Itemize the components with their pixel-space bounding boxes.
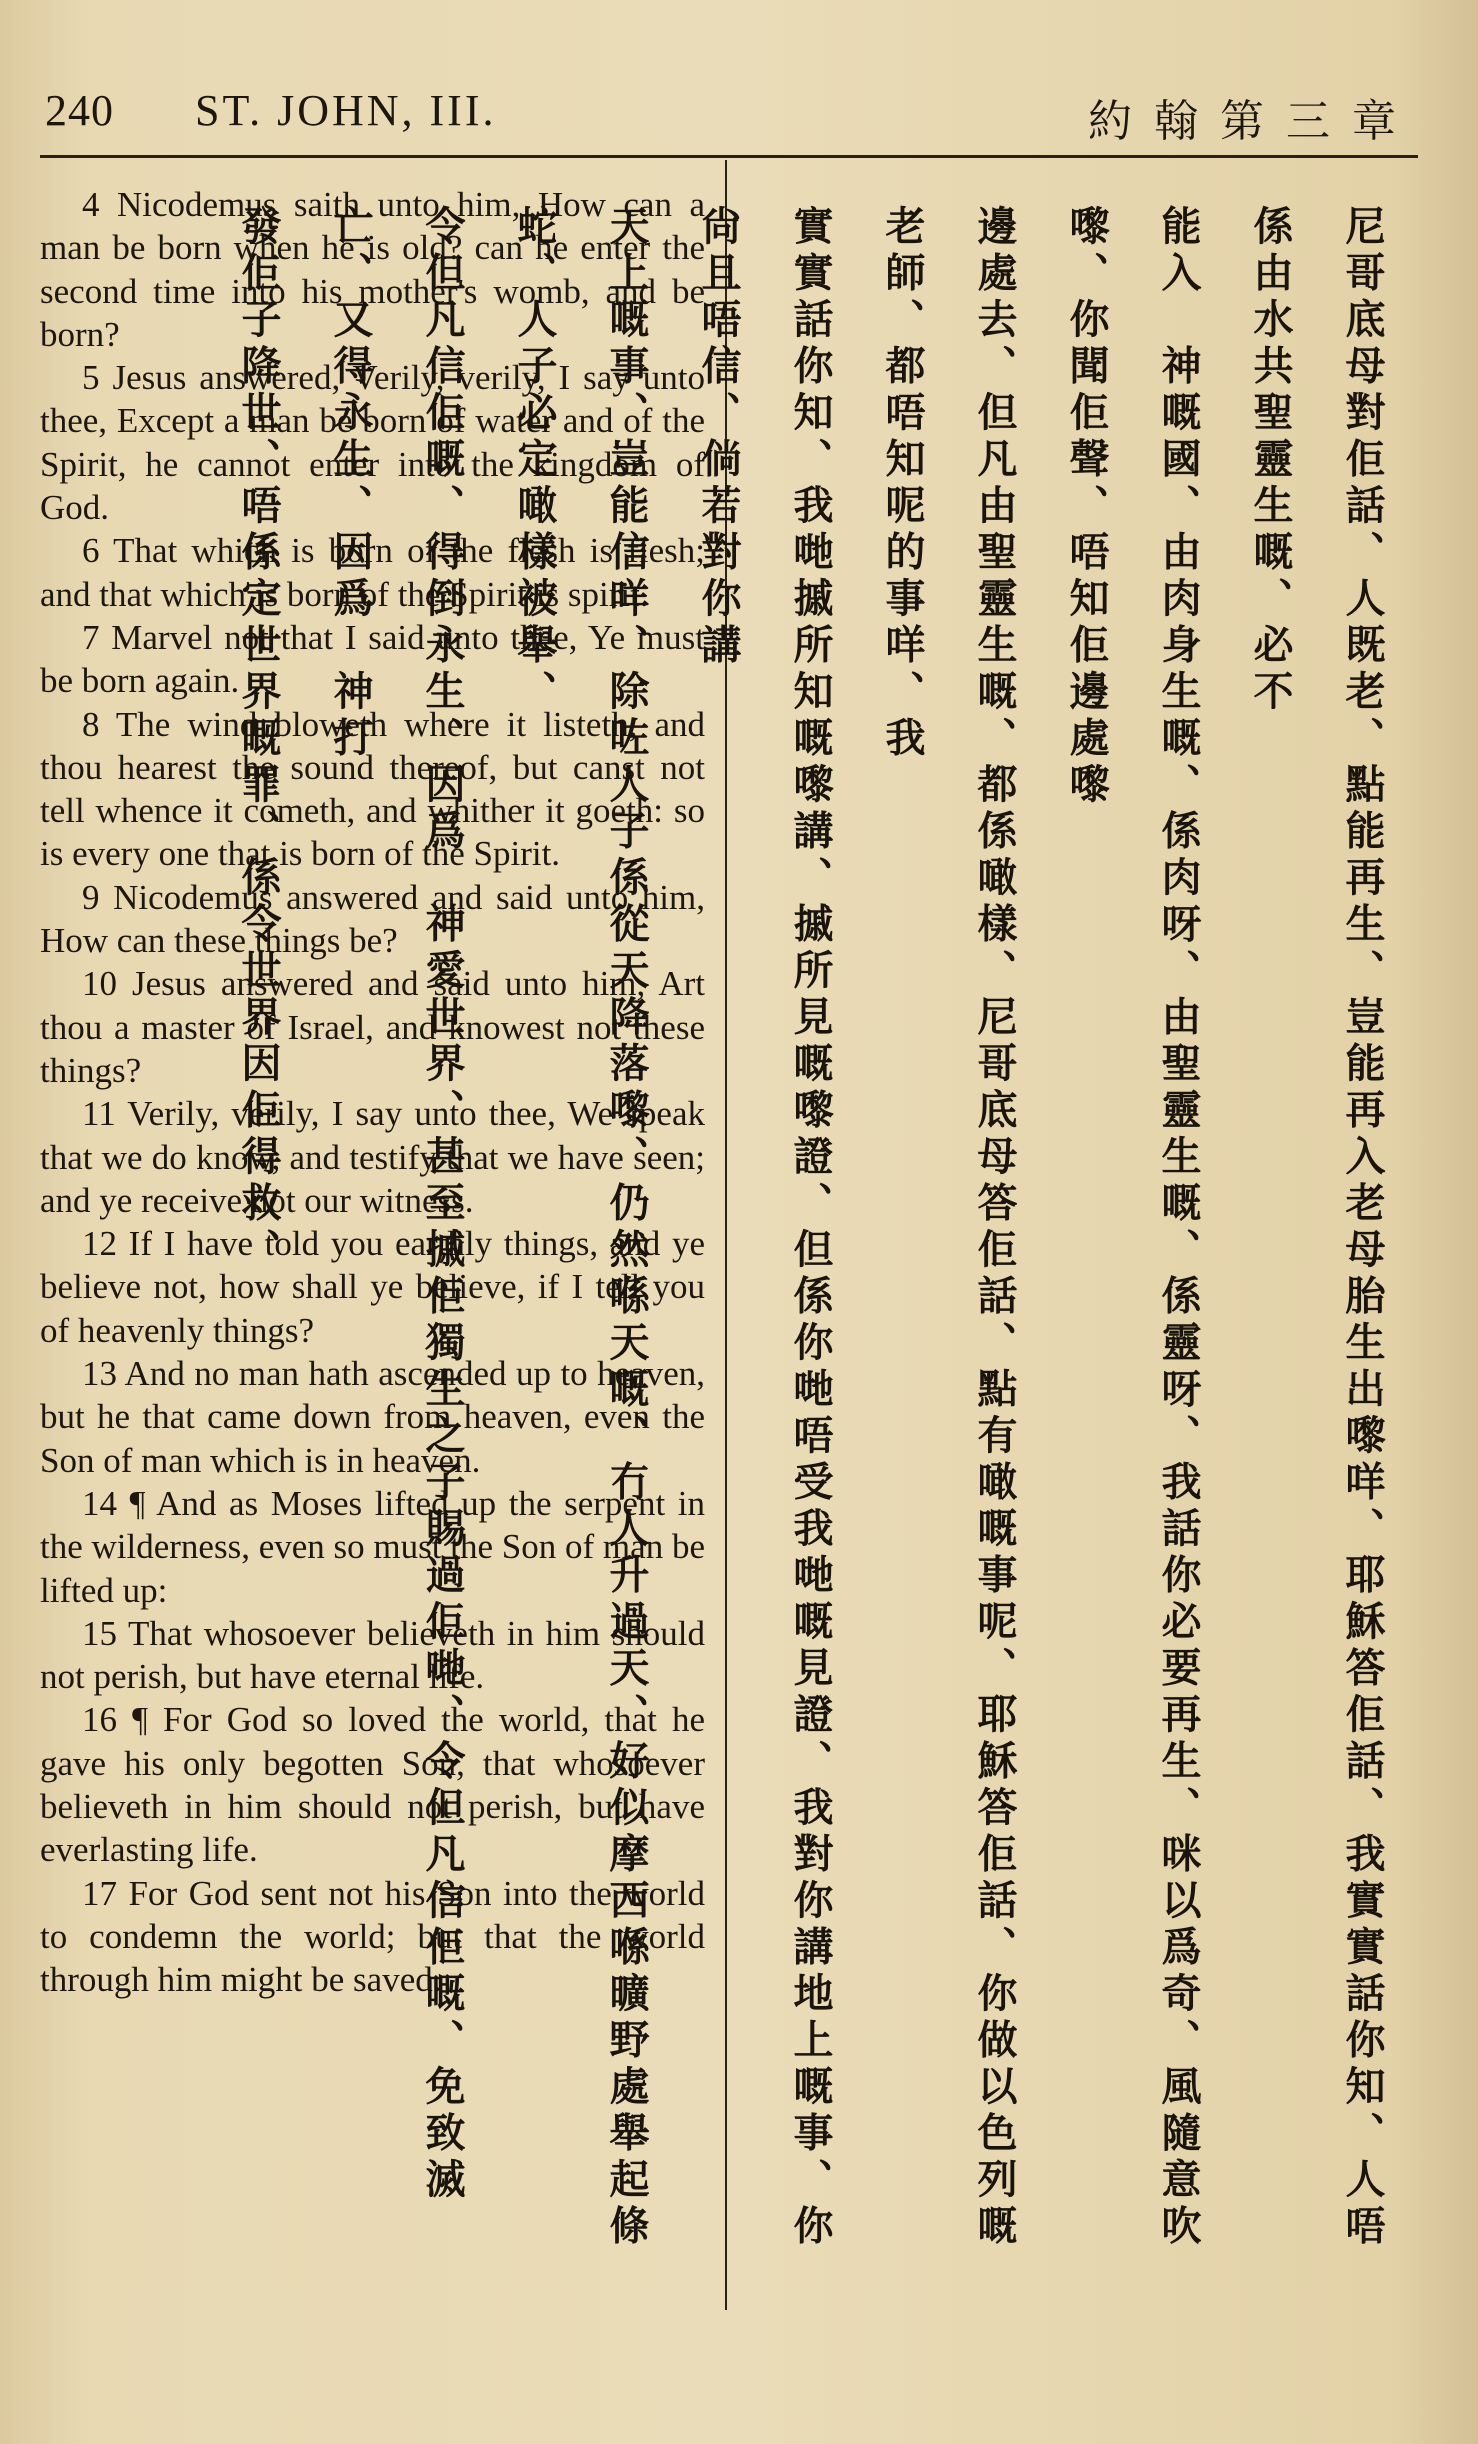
chinese-line: 天上嘅事、豈能信咩、除咗人子係從天降落嚟、仍然喺天嘅、冇人升過天、好似摩西喺曠野處舉起條蛇、人子必定噉樣被舉、 [511,205,649,2251]
verse-9: 9 Nicodemus answered and said unto him, How can these things be? [40,877,705,961]
verse-16: 16 ¶ For God so loved the world, that he gave his only begotten Son, that whosoever believeth in him should not perish, but have everlasting life. [40,1700,705,1870]
page-header [40,85,1418,155]
chinese-line: 能入 神嘅國、由肉身生嘅、係肉呀、由聖靈生嘅、係靈呀、我話你必要再生、咪以爲奇、風隨意吹嚟、你聞佢聲、唔知佢邊處嚟 [1063,205,1201,2251]
chinese-line: 實實話你知、我哋摵所知嘅嚟講、摵所見嘅嚟證、但係你哋唔受我哋嘅見證、我對你講地上嘅事、你尙且唔信、倘若對你講 [695,205,833,2251]
verse-17: 17 For God sent not his Son into the world to condemn the world; but that the world through him might be saved. [40,1873,705,2000]
verse-14: 14 ¶ And as Moses lifted up the serpent in the wilderness, even so must the Son of man be lifted up: [40,1483,705,1610]
running-title: ST. JOHN, III. [195,86,497,135]
chinese-line: 邊處去、但凡由聖靈生嘅、都係噉樣、尼哥底母答佢話、點有噉嘅事呢、耶穌答佢話、你做以色列嘅老師、都唔知呢的事咩、我 [879,205,1017,2251]
chinese-line: 令但凡信佢嘅、得倒永生、因爲 神愛世界、甚至摵佢獨生之子賜過佢哋、令但凡信佢嘅、免致滅亡、又得永生、因爲 神打 [327,205,465,2205]
chinese-line: 尼哥底母對佢話、人既老、點能再生、豈能再入老母胎生出嚟咩、耶穌答佢話、我實實話你知、人唔係由水共聖靈生嘅、必不 [1247,205,1385,2251]
verse-6: 6 That which is born of the flesh is flesh; and that which is born of the Spirit is spirit. [40,531,705,614]
verse-13: 13 And no man hath ascended up to heaven, but he that came down from heaven, even the Son of man which is in heaven. [40,1354,705,1480]
chinese-line: 發佢子降世、唔係定世界嘅罪、係令世界因佢得救、 [235,205,281,1275]
verse-15: 15 That whosoever believeth in him should not perish, but have eternal life. [40,1613,705,1697]
header-rule [40,155,1418,158]
verse-4: 4 Nicodemus saith unto him, How can a man be born when he is old? can he enter the second time into his mother's womb, and be born? [40,185,705,354]
verse-8: 8 The wind bloweth where it listeth, and thou hearest the sound thereof, but canst not tell whence it cometh, and whither it goeth: so is every one that is born of the Spirit. [40,704,705,874]
page-number: 240 [45,86,114,135]
verse-11: 11 Verily, verily, I say unto thee, We speak that we do know, and testify that we have seen; and ye receive not our witness. [40,1094,705,1220]
chinese-running-title: 約翰第三章 [1088,96,1418,147]
verse-5: 5 Jesus answered, Verily, verily, I say unto thee, Except a man be born of water and of the Spirit, he cannot enter into the kingdom of God. [40,358,705,528]
verse-10: 10 Jesus answered and said unto him, Art thou a master of Israel, and knowest not these things? [40,964,705,1090]
verse-7: 7 Marvel not that I said unto thee, Ye must be born again. [40,617,705,701]
verse-12: 12 If I have told you earthly things, and ye believe not, how shall ye believe, if I tell you of heavenly things? [40,1224,705,1350]
